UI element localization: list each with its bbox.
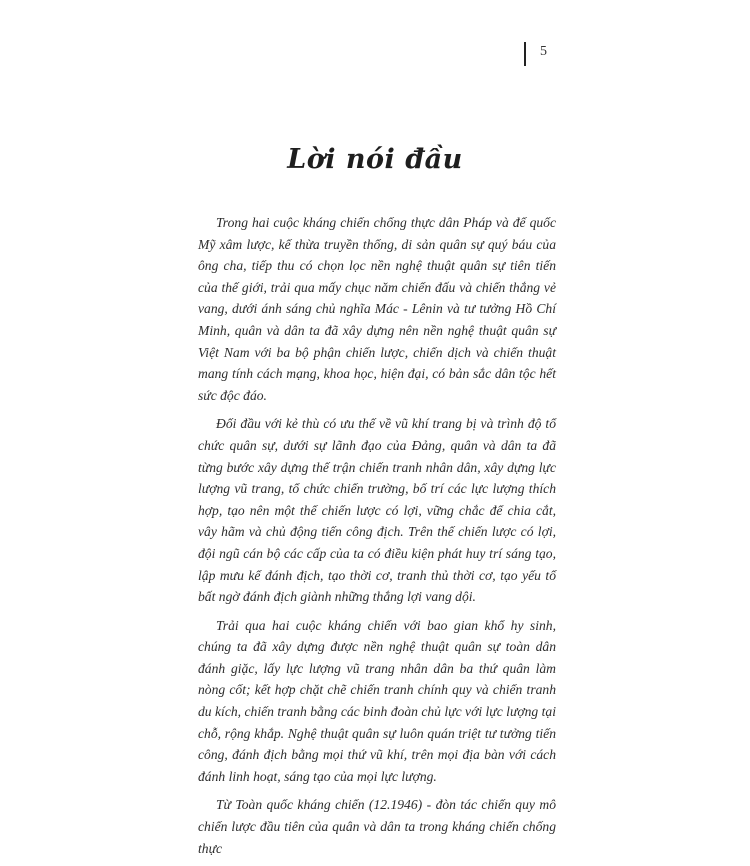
page-number: 5	[540, 44, 547, 59]
header-rule	[524, 42, 526, 66]
paragraph-2: Đối đầu với kẻ thù có ưu thế về vũ khí trang bị và trình độ tổ chức quân sự, dưới sự lãnh đạo của Đảng, quân và dân ta đã từng bước xây dựng thế trận chiến tranh nhân dân, xây dựng lực lượng vũ trang, tổ chức chiến trường, bố trí các lực lượng thích hợp, tạo nên một thế chiến lược có lợi, vững chắc để chia cắt, vây hãm và chủ động tiến công địch. Trên thế chiến lược có lợi, đội ngũ cán bộ các cấp của ta có điều kiện phát huy trí sáng tạo, lập mưu kế đánh địch, tạo thời cơ, tranh thủ thời cơ, tạo yếu tố bất ngờ đánh địch giành những thắng lợi vang dội.	[198, 416, 556, 605]
paragraph-3: Trải qua hai cuộc kháng chiến với bao gian khổ hy sinh, chúng ta đã xây dựng được nền nghệ thuật quân sự toàn dân đánh giặc, lấy lực lượng vũ trang nhân dân ba thứ quân làm nòng cốt; kết hợp chặt chẽ chiến tranh chính quy và chiến tranh du kích, chiến tranh bằng các binh đoàn chủ lực với lực lượng tại chỗ, rộng khắp. Nghệ thuật quân sự luôn quán triệt tư tưởng tiến công, đánh địch bằng mọi thứ vũ khí, trên mọi địa bàn với cách đánh linh hoạt, sáng tạo của mọi lực lượng.	[198, 617, 556, 784]
paragraph-4: Từ Toàn quốc kháng chiến (12.1946) - đòn tác chiến quy mô chiến lược đầu tiên của quân và dân ta trong kháng chiến chống thực	[198, 797, 556, 856]
body-text	[198, 212, 556, 866]
page-title: Lời nói đầu	[287, 144, 463, 175]
paragraph-1: Trong hai cuộc kháng chiến chống thực dân Pháp và đế quốc Mỹ xâm lược, kế thừa truyền thống, di sản quân sự quý báu của ông cha, tiếp thu có chọn lọc nền nghệ thuật quân sự tiên tiến của thế giới, trải qua mấy chục năm chiến đấu và chiến thắng vẻ vang, dưới ánh sáng chủ nghĩa Mác - Lênin và tư tưởng Hồ Chí Minh, quân và dân ta đã xây dựng nên nền nghệ thuật quân sự Việt Nam với ba bộ phận chiến lược, chiến dịch và chiến thuật mang tính cách mạng, khoa học, hiện đại, có bản sắc dân tộc hết sức độc đáo.	[198, 215, 556, 403]
